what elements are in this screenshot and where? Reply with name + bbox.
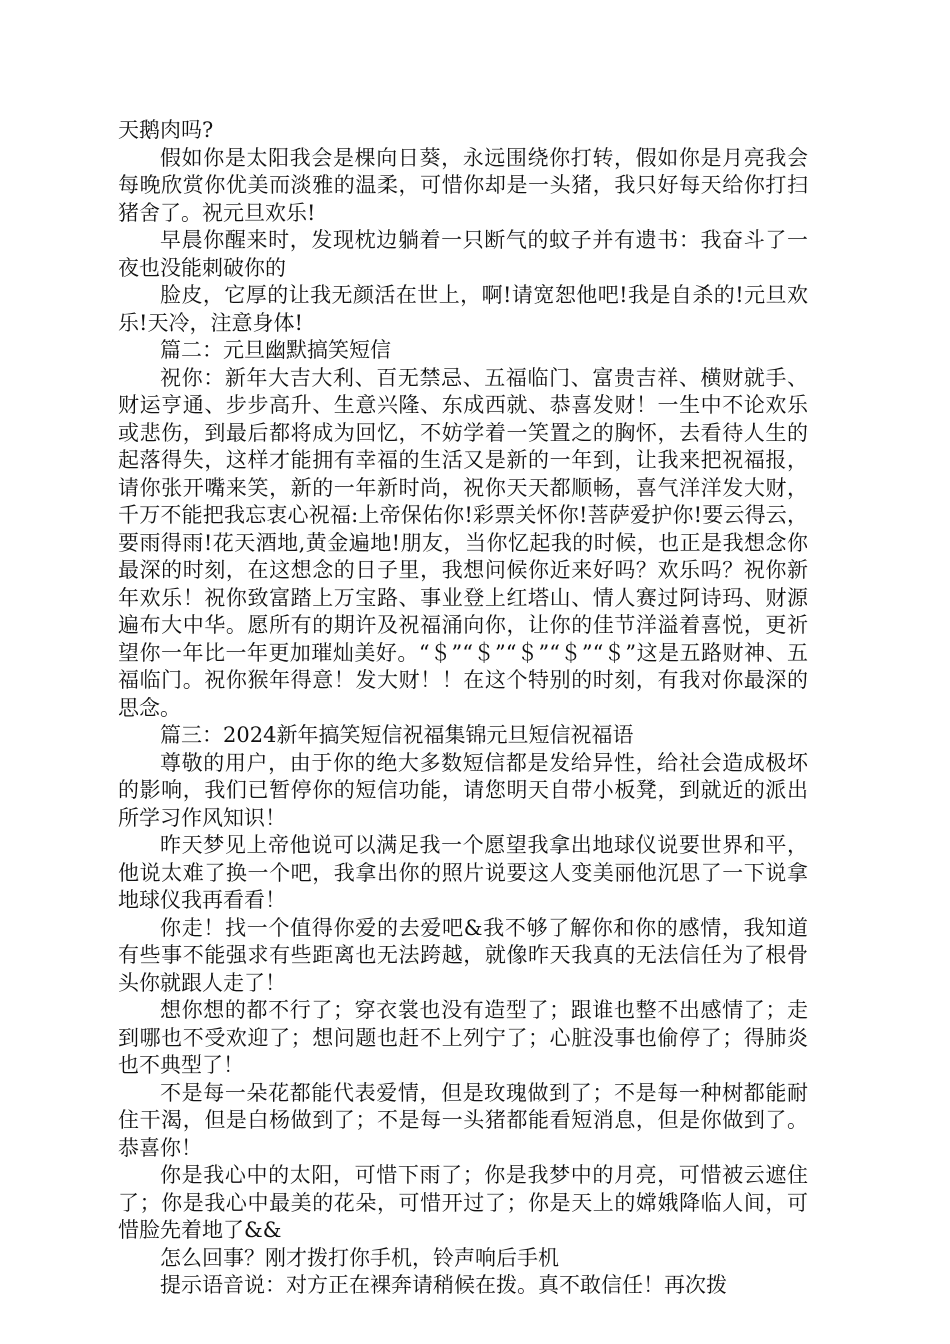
section-heading: 篇二：元旦幽默搞笑短信 — [160, 338, 391, 362]
paragraph: 尊敬的用户，由于你的绝大多数短信都是发给异性，给社会造成极坏的影响，我们已暂停你的短信功能，请您明天自带小板凳，到就近的派出所学习作风知识！ — [118, 750, 808, 830]
paragraph: 你走！找一个值得你爱的去爱吧&我不够了解你和你的感情，我知道有些事不能强求有些距离也无法跨越，就像昨天我真的无法信任为了根骨头你就跟人走了！ — [118, 915, 808, 995]
paragraph: 不是每一朵花都能代表爱情，但是玫瑰做到了；不是每一种树都能耐住干渴，但是白杨做到了；不是每一头猪都能看短消息，但是你做到了。恭喜你！ — [118, 1080, 808, 1160]
paragraph: 假如你是太阳我会是棵向日葵，永远围绕你打转，假如你是月亮我会每晚欣赏你优美而淡雅的温柔，可惜你却是一头猪，我只好每天给你打扫猪舍了。祝元旦欢乐! — [118, 145, 808, 225]
paragraph: 怎么回事？刚才拨打你手机，铃声响后手机 — [160, 1245, 559, 1270]
paragraph: 祝你：新年大吉大利、百无禁忌、五福临门、富贵吉祥、横财就手、财运亨通、步步高升、生意兴隆、东成西就、恭喜发财！一生中不论欢乐或悲伤，到最后都将成为回忆，不妨学着一笑置之的胸怀，去看待人生的起落得失，这样才能拥有幸福的生活又是新的一年到，让我来把祝福报，请你张开嘴来笑，新的一年新时尚，祝你天天都顺畅，喜气洋洋发大财，千万不能把我忘衷心祝福:上帝保佑你!彩票关怀你!菩萨爱护你!要云得云，要雨得雨!花天酒地,黄金遍地!朋友，当你忆起我的时候，也正是我想念你最深的时刻，在这想念的日子里，我想问候你近来好吗？欢乐吗？祝你新年欢乐！祝你致富踏上万宝路、事业登上红塔山、情人赛过阿诗玛、财源遍布大中华。愿所有的期许及祝福涌向你，让你的佳节洋溢着喜悦，更祈望你一年比一年更加璀灿美好。“＄”“＄”“＄”“＄”“＄”这是五路财神、五福临门。祝你猴年得意！发大财！！在这个特别的时刻，有我对你最深的思念。 — [118, 365, 808, 720]
paragraph: 早晨你醒来时，发现枕边躺着一只断气的蚊子并有遗书：我奋斗了一夜也没能刺破你的 — [118, 228, 808, 280]
paragraph: 昨天梦见上帝他说可以满足我一个愿望我拿出地球仪说要世界和平，他说太难了换一个吧，我拿出你的照片说要这人变美丽他沉思了一下说拿地球仪我再看看！ — [118, 833, 808, 912]
paragraph: 脸皮，它厚的让我无颜活在世上，啊!请宽恕他吧!我是自杀的!元旦欢乐!天冷，注意身体! — [118, 283, 808, 335]
paragraph: 提示语音说：对方正在裸奔请稍候在拨。真不敢信任！再次拨 — [160, 1273, 727, 1297]
paragraph: 想你想的都不行了；穿衣裳也没有造型了；跟谁也整不出感情了；走到哪也不受欢迎了；想问题也赶不上列宁了；心脏没事也偷停了；得肺炎也不典型了！ — [118, 998, 808, 1077]
paragraph: 天鹅肉吗? — [118, 118, 214, 142]
section-heading: 篇三：2024新年搞笑短信祝福集锦元旦短信祝福语 — [160, 723, 634, 747]
paragraph: 你是我心中的太阳，可惜下雨了；你是我梦中的月亮，可惜被云遮住了；你是我心中最美的花朵，可惜开过了；你是天上的嫦娥降临人间，可惜脸先着地了&& — [118, 1163, 808, 1242]
document-body — [118, 117, 808, 1300]
